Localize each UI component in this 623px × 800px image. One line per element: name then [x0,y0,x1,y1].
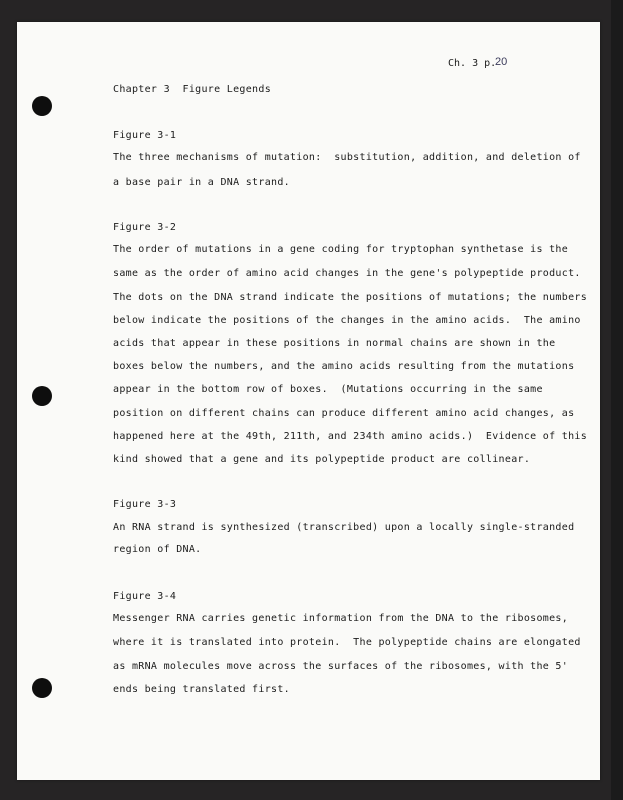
legend-line: The order of mutations in a gene coding for tryptophan synthetase is the [113,244,569,255]
legend-line: The three mechanisms of mutation: substitution, addition, and deletion of [113,152,581,163]
legend-line: The dots on the DNA strand indicate the positions of mutations; the numbers [113,292,588,303]
punch-hole-bottom [32,678,52,698]
legend-line: a base pair in a DNA strand. [113,177,290,188]
legend-line: ends being translated first. [113,684,290,695]
legend-line: where it is translated into protein. The polypeptide chains are elongated [113,637,581,648]
punch-hole-middle [32,386,52,406]
legend-line: boxes below the numbers, and the amino acids resulting from the mutations [113,361,575,372]
legend-line: region of DNA. [113,544,202,555]
legend-line: acids that appear in these positions in normal chains are shown in the [113,338,556,349]
legend-line: position on different chains can produce different amino acid changes, as [113,408,575,419]
page-reference: Ch. 3 p. [448,58,497,69]
legend-line: An RNA strand is synthesized (transcribed) upon a locally single-stranded [113,522,575,533]
handwritten-page-number: 20 [495,56,508,68]
legend-line: below indicate the positions of the changes in the amino acids. The amino [113,315,581,326]
figure-heading: Figure 3-2 [113,222,177,233]
punch-hole-top [32,96,52,116]
figure-heading: Figure 3-4 [113,591,177,602]
page-edge [611,0,623,800]
legend-line: same as the order of amino acid changes in the gene's polypeptide product. [113,268,581,279]
legend-line: kind showed that a gene and its polypeptide product are collinear. [113,454,531,465]
legend-line: Messenger RNA carries genetic information from the DNA to the ribosomes, [113,613,569,624]
legend-line: as mRNA molecules move across the surfaces of the ribosomes, with the 5' [113,661,569,672]
legend-line: appear in the bottom row of boxes. (Mutations occurring in the same [113,384,543,395]
legend-line: happened here at the 49th, 211th, and 234th amino acids.) Evidence of this [113,431,588,442]
figure-heading: Figure 3-1 [113,130,177,141]
document-title: Chapter 3 Figure Legends [113,84,272,95]
figure-heading: Figure 3-3 [113,499,177,510]
